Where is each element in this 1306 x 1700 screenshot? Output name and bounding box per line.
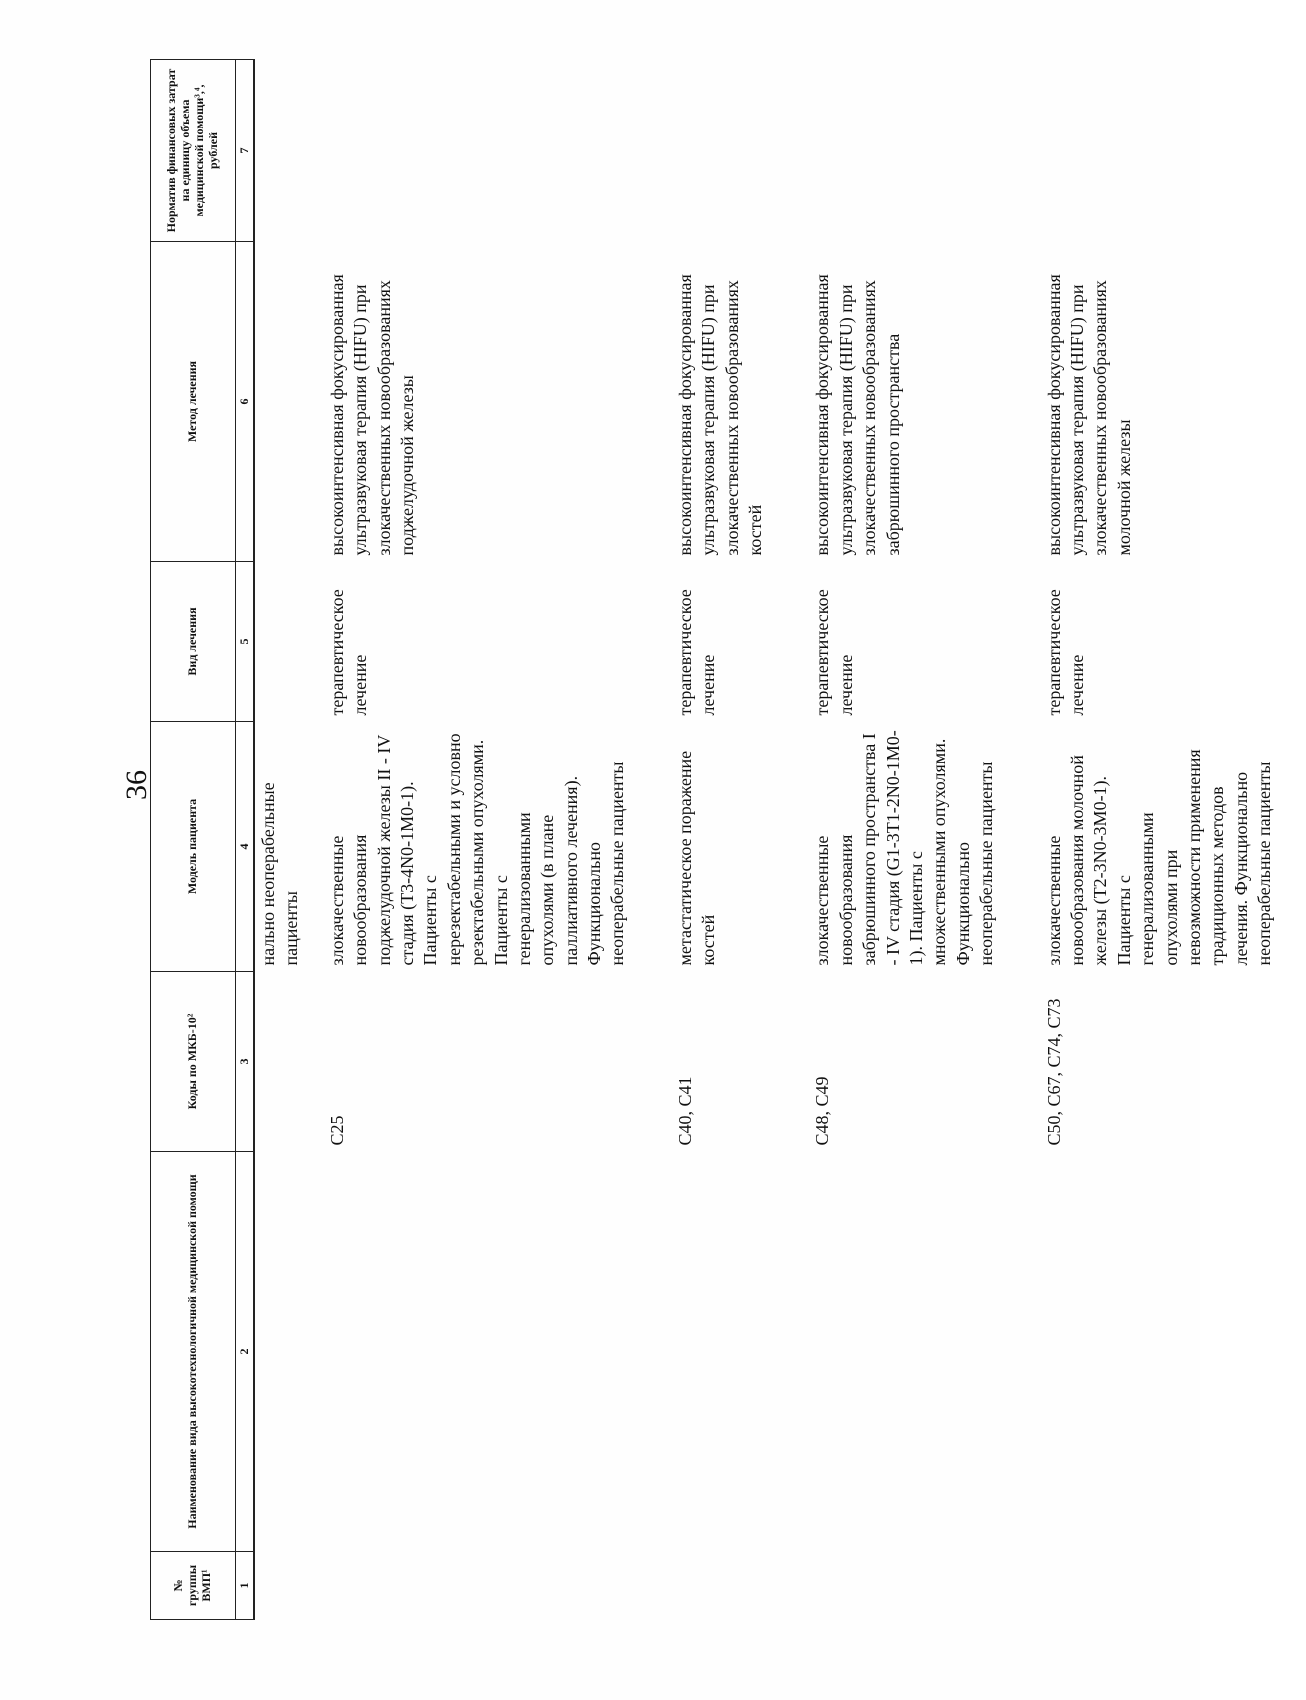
header-patient-model: Модель пациента xyxy=(151,722,236,972)
hmp-table xyxy=(150,59,1306,1620)
header-row xyxy=(151,60,236,1620)
header-icd-codes: Коды по МКБ-10² xyxy=(151,972,236,1152)
column-number: 7 xyxy=(236,60,255,242)
treatment-method-cell: высокоинтенсивная фокусированная ультразвуковая терапия (HIFU) при злокачественных новообразованиях забрюшинного пространства xyxy=(812,274,903,556)
column-number: 4 xyxy=(236,722,255,972)
table-row xyxy=(1029,60,1306,1620)
column-number: 6 xyxy=(236,242,255,562)
treatment-type-cell: терапевтическое лечение xyxy=(674,589,719,716)
page-number: 36 xyxy=(120,770,153,800)
column-number: 2 xyxy=(236,1152,255,1552)
table-row xyxy=(797,60,1028,1620)
treatment-method-cell: высокоинтенсивная фокусированная ультразвуковая терапия (HIFU) при злокачественных новообразованиях костей xyxy=(674,274,766,556)
patient-model-cell: метастатическое поражение костей xyxy=(674,750,719,966)
patient-model-cell: злокачественные новообразования поджелудочной железы II - IV стадия (T3-4N0-1M0-1). Пациенты с нерезектабельными и условно резектабельными опухолями. Пациенты с генерализованными опухолями (в плане паллиативного лечения). Функционально неоперабельные пациенты xyxy=(326,733,628,966)
column-number: 3 xyxy=(236,972,255,1152)
header-treatment-type: Вид лечения xyxy=(151,562,236,722)
column-number: 5 xyxy=(236,562,255,722)
treatment-method-cell: высокоинтенсивная фокусированная ультразвуковая терапия (HIFU) при злокачественных новообразованиях поджелудочной железы xyxy=(326,274,417,556)
treatment-type-cell: терапевтическое лечение xyxy=(1043,589,1087,716)
header-group-number: № группы ВМП¹ xyxy=(151,1552,236,1620)
treatment-type-cell: терапевтическое лечение xyxy=(812,589,856,716)
icd-codes-cell: C48, C49 xyxy=(812,1076,833,1146)
patient-model-cell: злокачественные новообразования молочной железы (T2-3N0-3M0-1). Пациенты с генерализованными опухолями при невозможности применения традиционных методов лечения. Функционально неоперабельные пациенты xyxy=(1043,749,1275,966)
table-row xyxy=(304,60,660,1620)
column-number-row xyxy=(236,60,255,1620)
rotated-table-wrapper xyxy=(150,60,1275,1620)
icd-codes-cell: C50, C67, C74, C73 xyxy=(1043,998,1064,1146)
header-treatment-method: Метод лечения xyxy=(151,242,236,562)
icd-codes-cell: C25 xyxy=(326,1115,347,1146)
header-cost-standard: Норматив финансовых затрат на единицу объема медицинской помощи³,⁴, рублей xyxy=(151,60,236,242)
header-hmp-type: Наименование вида высокотехнологичной медицинской помощи xyxy=(151,1152,236,1552)
continuation-row xyxy=(254,60,304,1620)
table-row xyxy=(660,60,798,1620)
continuation-text: нально неоперабельные пациенты xyxy=(258,782,302,966)
patient-model-cell: злокачественные новообразования забрюшинного пространства I - IV стадия (G1-3T1-2N0-1M0-1). Пациенты с множественными опухолями. Функционально неоперабельные пациенты xyxy=(812,730,997,966)
icd-codes-cell: C40, C41 xyxy=(674,1076,695,1146)
treatment-type-cell: терапевтическое лечение xyxy=(326,589,371,716)
column-number: 1 xyxy=(236,1552,255,1620)
treatment-method-cell: высокоинтенсивная фокусированная ультразвуковая терапия (HIFU) при злокачественных новообразованиях молочной железы xyxy=(1043,274,1134,556)
